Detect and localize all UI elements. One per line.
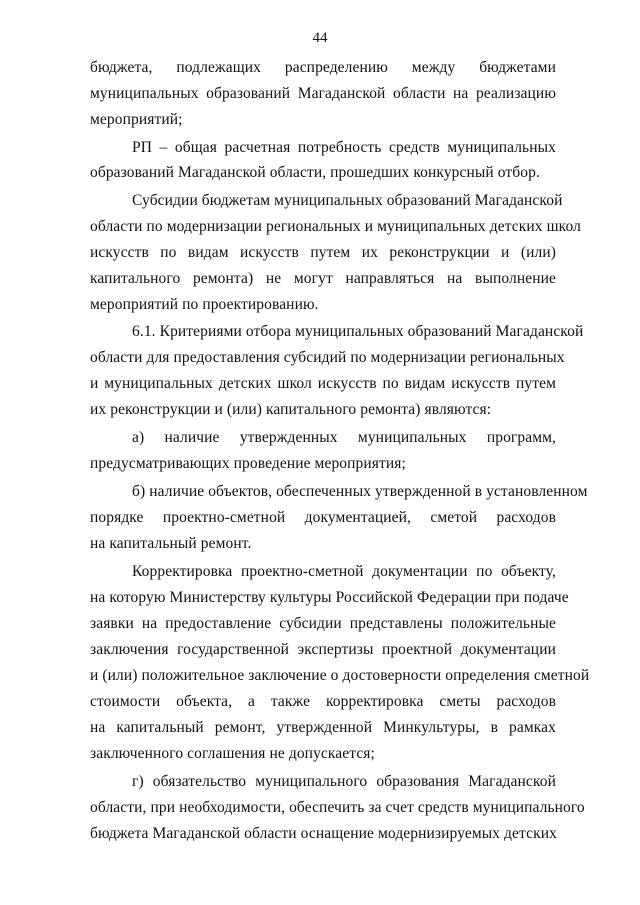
text-line: муниципальных образований Магаданской области на реализацию: [90, 85, 556, 102]
text-line: их реконструкции и (или) капитального ремонта) являются:: [90, 401, 492, 418]
text-line: мероприятий;: [90, 111, 183, 128]
text-line: б) наличие объектов, обеспеченных утвержденной в установленном: [132, 483, 588, 500]
text-line: РП – общая расчетная потребность средств муниципальных: [132, 139, 556, 156]
text-line: области, при необходимости, обеспечить за счет средств муниципального: [90, 799, 585, 816]
text-line: г) обязательство муниципального образования Магаданской: [132, 773, 556, 790]
text-line: области по модернизации региональных и муниципальных детских школ: [90, 218, 581, 235]
text-line: бюджета Магаданской области оснащение модернизируемых детских: [90, 825, 557, 842]
text-line: образований Магаданской области, прошедших конкурсный отбор.: [90, 164, 540, 181]
text-line: бюджета, подлежащих распределению между бюджетами: [90, 59, 556, 76]
text-line: заключенного соглашения не допускается;: [90, 745, 375, 762]
text-line: и (или) положительное заключение о достоверности определения сметной: [90, 667, 590, 684]
text-line: Субсидии бюджетам муниципальных образований Магаданской: [132, 192, 563, 209]
text-line: искусств по видам искусств путем их реконструкции и (или): [90, 244, 556, 261]
text-line: предусматривающих проведение мероприятия;: [90, 455, 406, 472]
page-number: 44: [312, 30, 328, 46]
text-line: на которую Министерству культуры Российской Федерации при подаче: [90, 589, 569, 606]
text-line: а) наличие утвержденных муниципальных программ,: [132, 429, 556, 446]
text-line: заключения государственной экспертизы проектной документации: [90, 641, 556, 658]
text-line: Корректировка проектно-сметной документации по объекту,: [132, 563, 556, 580]
text-line: на капитальный ремонт.: [90, 535, 252, 552]
text-line: заявки на предоставление субсидии представлены положительные: [90, 615, 556, 632]
text-line: стоимости объекта, а также корректировка сметы расходов: [90, 693, 556, 710]
text-line: на капитальный ремонт, утвержденной Минкультуры, в рамках: [90, 719, 556, 736]
text-line: и муниципальных детских школ искусств по видам искусств путем: [90, 375, 556, 392]
text-line: порядке проектно-сметной документацией, сметой расходов: [90, 509, 556, 526]
text-line: капитального ремонта) не могут направляться на выполнение: [90, 270, 556, 287]
text-line: мероприятий по проектированию.: [90, 296, 319, 313]
text-line: 6.1. Критериями отбора муниципальных образований Магаданской: [132, 323, 584, 340]
text-line: области для предоставления субсидий по модернизации региональных: [90, 349, 565, 366]
